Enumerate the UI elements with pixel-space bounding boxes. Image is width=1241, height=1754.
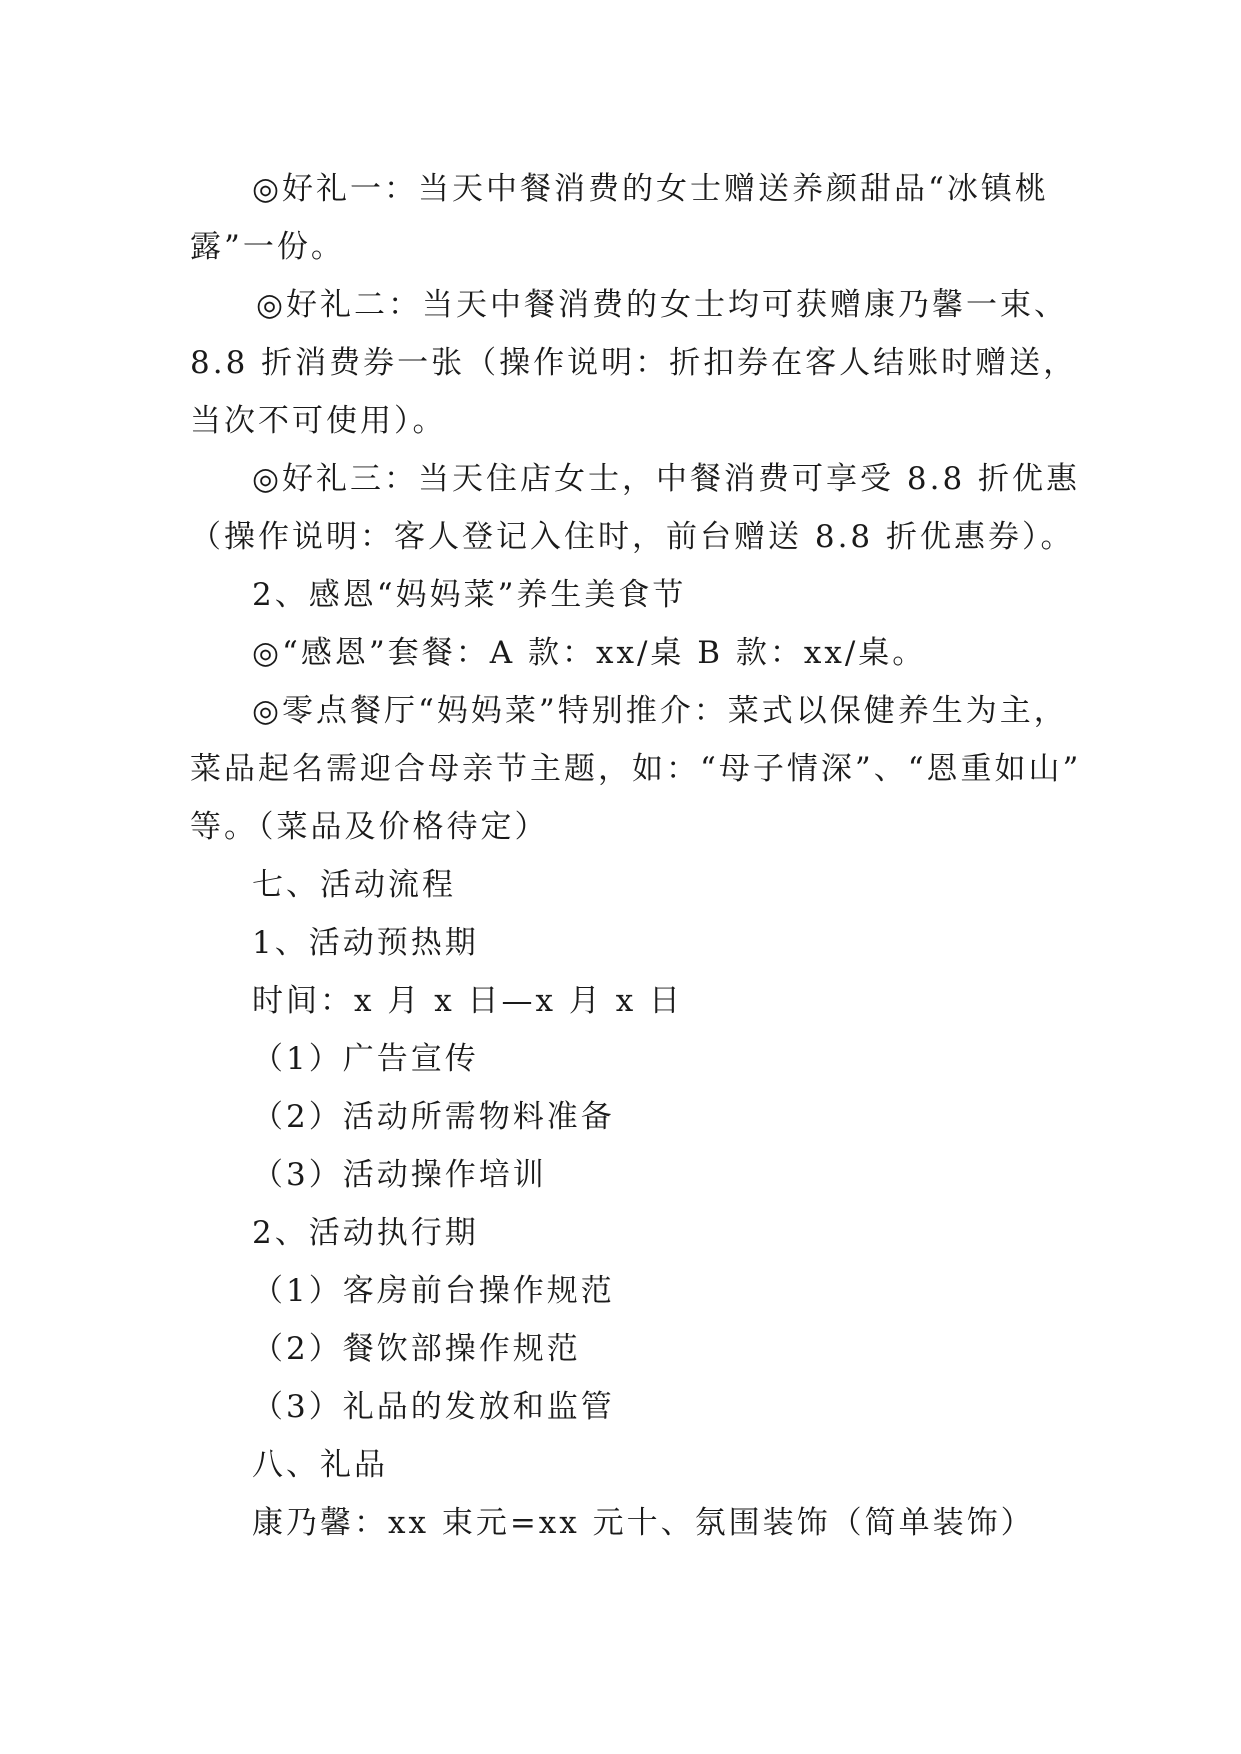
list-item: （2）餐饮部操作规范 [252, 1331, 581, 1367]
text-line: （操作说明：客人登记入住时，前台赠送 8.8 折优惠券）。 [190, 519, 1075, 555]
list-item: （1）广告宣传 [252, 1041, 479, 1077]
section-heading-gifts: 八、礼品 [252, 1447, 388, 1483]
text-gift-budget: 康乃馨：xx 束元=xx 元十、氛围装饰（简单装饰） [252, 1505, 1035, 1541]
section-heading-activity-flow: 七、活动流程 [252, 867, 456, 903]
text-line: 当次不可使用）。 [190, 403, 447, 439]
text-line: ◎好礼三：当天住店女士，中餐消费可享受 8.8 折优惠 [252, 461, 1081, 497]
paragraph-gift-two [190, 276, 1080, 450]
paragraph-gift-three [190, 450, 1080, 566]
text-line: ◎好礼一：当天中餐消费的女士赠送养颜甜品“冰镇桃 [252, 171, 1049, 207]
text-line: 菜品起名需迎合母亲节主题，如：“母子情深”、“恩重如山” [190, 751, 1082, 787]
list-item: （3）礼品的发放和监管 [252, 1389, 615, 1425]
section-heading-food-festival: 2、感恩“妈妈菜”养生美食节 [252, 577, 687, 613]
paragraph-gift-one [190, 160, 1080, 276]
subheading-warmup-period: 1、活动预热期 [252, 925, 479, 961]
paragraph-restaurant-recommendation [190, 682, 1080, 856]
document-body [190, 160, 1080, 1552]
text-line: ◎好礼二：当天中餐消费的女士均可获赠康乃馨一束、 [256, 287, 1069, 323]
text-line: 等。（菜品及价格待定） [190, 809, 549, 845]
subheading-execution-period: 2、活动执行期 [252, 1215, 479, 1251]
text-line: 8.8 折消费券一张（操作说明：折扣券在客人结账时赠送， [190, 345, 1078, 381]
paragraph-set-menu: ◎“感恩”套餐：A 款：xx/桌 B 款：xx/桌。 [252, 635, 927, 671]
list-item: （1）客房前台操作规范 [252, 1273, 615, 1309]
text-line: ◎零点餐厅“妈妈菜”特别推介：菜式以保健养生为主， [252, 693, 1068, 729]
list-item: （3）活动操作培训 [252, 1157, 547, 1193]
text-line: 露”一份。 [190, 229, 345, 265]
list-item: （2）活动所需物料准备 [252, 1099, 615, 1135]
text-time-range: 时间：x 月 x 日—x 月 x 日 [252, 983, 684, 1019]
